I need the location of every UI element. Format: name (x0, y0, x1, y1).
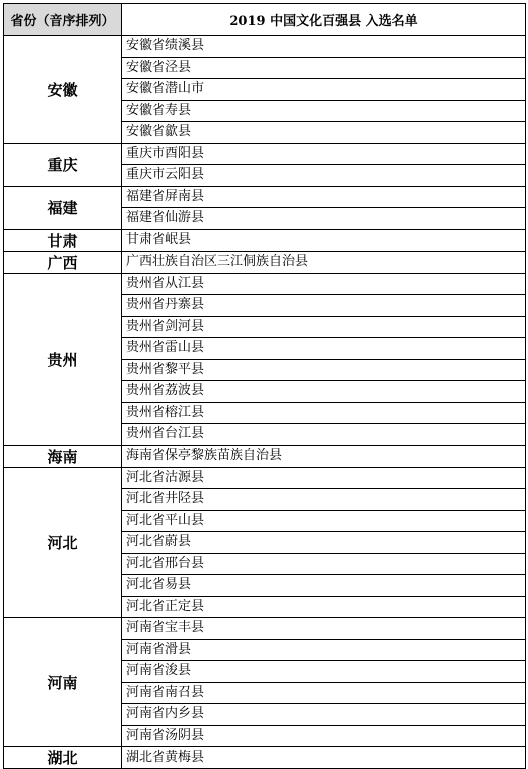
header-province: 省份（音序排列） (4, 4, 122, 36)
county-cell: 贵州省从江县 (122, 273, 526, 295)
county-cell: 甘肃省岷县 (122, 229, 526, 251)
table-row (4, 186, 526, 208)
province-cell: 福建 (4, 186, 122, 229)
county-cell: 河南省南召县 (122, 682, 526, 704)
county-cell: 贵州省雷山县 (122, 338, 526, 360)
table-row (4, 251, 526, 273)
county-cell: 安徽省泾县 (122, 57, 526, 79)
table-row (4, 143, 526, 165)
county-cell: 河南省滑县 (122, 639, 526, 661)
county-cell: 广西壮族自治区三江侗族自治县 (122, 251, 526, 273)
county-cell: 河北省邢台县 (122, 553, 526, 575)
province-cell: 湖北 (4, 747, 122, 769)
province-cell: 河南 (4, 618, 122, 747)
province-cell: 河北 (4, 467, 122, 618)
table-row (4, 36, 526, 58)
header-list-title: 2019 中国文化百强县 入选名单 (122, 4, 526, 36)
county-cell: 河南省内乡县 (122, 704, 526, 726)
county-cell: 安徽省歙县 (122, 122, 526, 144)
county-cell: 海南省保亭黎族苗族自治县 (122, 445, 526, 467)
province-cell: 贵州 (4, 273, 122, 445)
table-row (4, 618, 526, 640)
county-cell: 河北省沽源县 (122, 467, 526, 489)
county-cell: 河北省易县 (122, 575, 526, 597)
county-cell: 河北省井陉县 (122, 489, 526, 511)
county-cell: 贵州省榕江县 (122, 402, 526, 424)
county-cell: 安徽省绩溪县 (122, 36, 526, 58)
county-cell: 湖北省黄梅县 (122, 747, 526, 769)
county-cell: 贵州省台江县 (122, 424, 526, 446)
province-cell: 广西 (4, 251, 122, 273)
province-cell: 海南 (4, 445, 122, 467)
table-row (4, 229, 526, 251)
county-list-table (3, 3, 526, 769)
table-row (4, 747, 526, 769)
county-cell: 河南省浚县 (122, 661, 526, 683)
county-cell: 河北省平山县 (122, 510, 526, 532)
county-cell: 安徽省寿县 (122, 100, 526, 122)
province-cell: 甘肃 (4, 229, 122, 251)
county-cell: 重庆市酉阳县 (122, 143, 526, 165)
table-row (4, 273, 526, 295)
county-cell: 河北省正定县 (122, 596, 526, 618)
county-cell: 贵州省剑河县 (122, 316, 526, 338)
county-cell: 河北省蔚县 (122, 532, 526, 554)
county-cell: 福建省仙游县 (122, 208, 526, 230)
table-body (4, 36, 526, 769)
county-cell: 贵州省丹寨县 (122, 295, 526, 317)
header-row (4, 4, 526, 36)
province-cell: 安徽 (4, 36, 122, 144)
county-cell: 安徽省潜山市 (122, 79, 526, 101)
province-cell: 重庆 (4, 143, 122, 186)
county-cell: 贵州省荔波县 (122, 381, 526, 403)
table-row (4, 445, 526, 467)
county-cell: 重庆市云阳县 (122, 165, 526, 187)
county-cell: 河南省宝丰县 (122, 618, 526, 640)
table-row (4, 467, 526, 489)
county-cell: 河南省汤阴县 (122, 725, 526, 747)
county-cell: 贵州省黎平县 (122, 359, 526, 381)
county-cell: 福建省屏南县 (122, 186, 526, 208)
